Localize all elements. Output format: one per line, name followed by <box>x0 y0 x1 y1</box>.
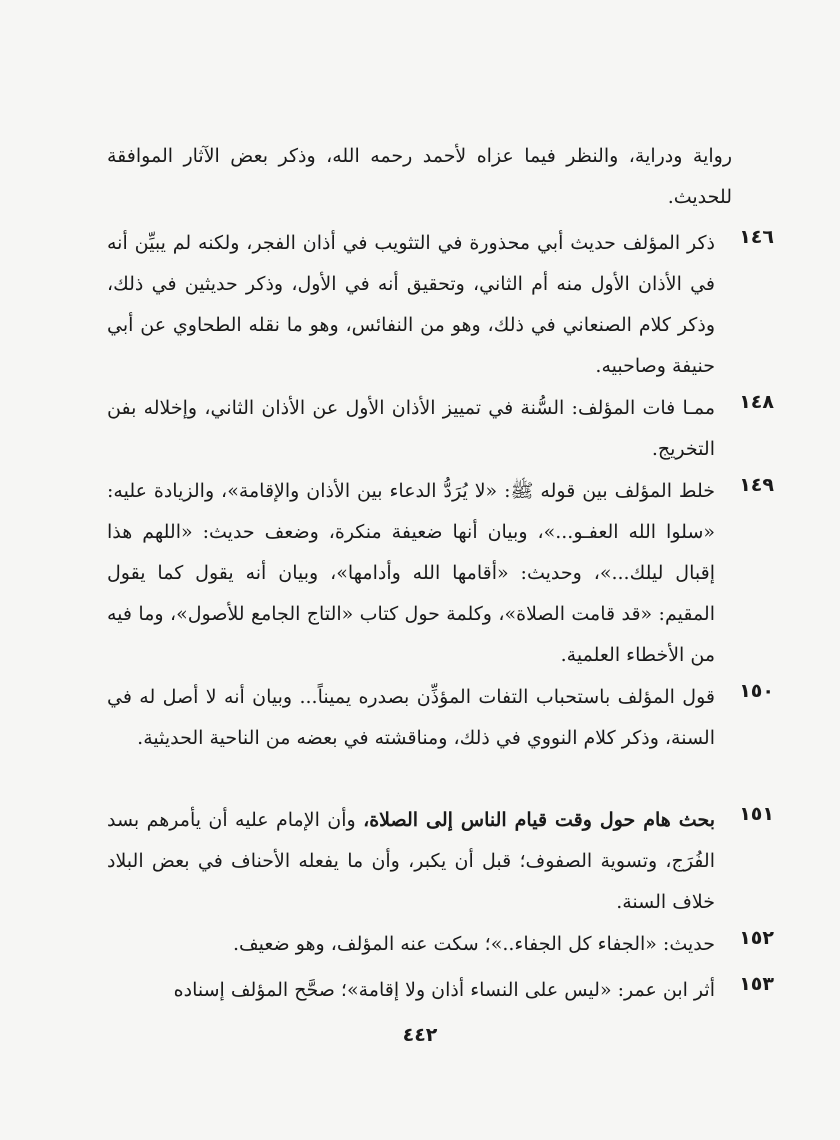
entry-text: قول المؤلف باستحباب التفات المؤذِّن بصدره يميناً... وبيان أنه لا أصل له في السنة، وذكر كلام النووي في ذلك، ومناقشته في بعضه من الناحية الحديثية. <box>107 686 715 749</box>
entry-number: ١٤٩ <box>739 474 774 496</box>
entry-number: ١٤٨ <box>739 391 774 413</box>
entry-text: ممـا فات المؤلف: السُّنة في تمييز الأذان الأول عن الأذان الثاني، وإخلاله بفن التخريج. <box>107 397 715 460</box>
entry-number: ١٥٠ <box>739 680 774 702</box>
entry-bold-heading: بحث هام حول وقت قيام الناس إلى الصلاة، <box>363 809 715 831</box>
entry-text: ذكر المؤلف حديث أبي محذورة في التثويب في أذان الفجر، ولكنه لم يبيِّن أنه في الأذان الأول منه أم الثاني، وتحقيق أنه في الأول، وذكر حديثين في ذلك، وذكر كلام الصنعاني في ذلك، وهو من النفائس، وهو ما نقله الطحاوي عن أبي حنيفة وصاحبيه. <box>107 232 715 377</box>
entry-text: رواية ودراية، والنظر فيما عزاه لأحمد رحمه الله، وذكر بعض الآثار الموافقة للحديث. <box>107 145 732 208</box>
entry-text: خلط المؤلف بين قوله ﷺ: «لا يُرَدُّ الدعاء بين الأذان والإقامة»، والزيادة عليه: «سلوا الله العفـو...»، وبيان أنها ضعيفة منكرة، وضعف حديث: «اللهم هذا إقبال ليلك...»، وحديث: «أقامها الله وأدامها»، وبيان أنه يقول كما يقول المقيم: «قد قامت الصلاة»، وكلمة حول كتاب «التاج الجامع للأصول»، وما فيه من الأخطاء العلمية. <box>107 480 715 666</box>
entry-text <box>107 800 715 923</box>
entry-text: أثر ابن عمر: «ليس على النساء أذان ولا إقامة»؛ صحَّح المؤلف إسناده <box>173 979 715 1001</box>
entry-text-rest: وأن الإمام عليه أن يأمرهم بسد الفُرَج، وتسوية الصفوف؛ قبل أن يكبر، وأن ما يفعله الأحناف في بعض البلاد خلاف السنة. <box>107 809 715 913</box>
entry-number: ١٤٦ <box>739 226 774 248</box>
entry-number: ١٥٢ <box>739 927 774 949</box>
entry-text: حديث: «الجفاء كل الجفاء..»؛ سكت عنه المؤلف، وهو ضعيف. <box>232 933 715 955</box>
page-number: ٤٤٢ <box>402 1024 438 1046</box>
entry-number: ١٥٣ <box>739 973 774 995</box>
entry-number: ١٥١ <box>739 803 774 825</box>
